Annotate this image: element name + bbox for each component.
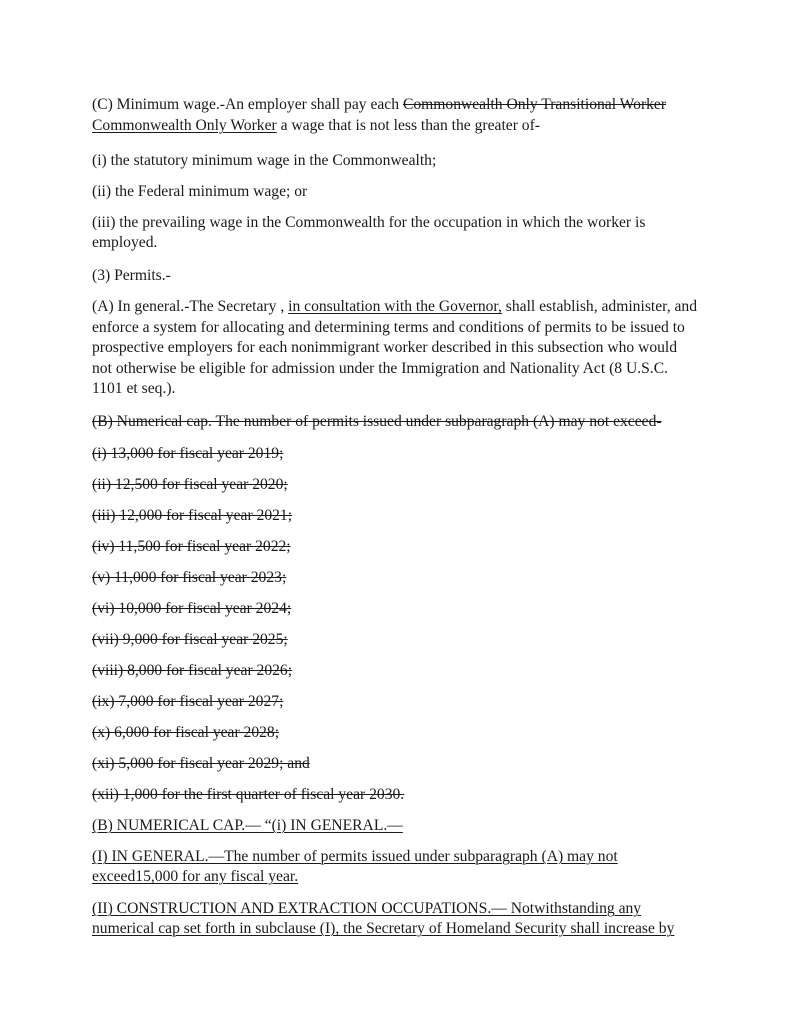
para-c-text: (C) Minimum wage.-An employer shall pay each [92, 96, 403, 113]
deleted-cap-item: (iii) 12,000 for fiscal year 2021; [92, 507, 293, 524]
list-item-c-i: (i) the statutory minimum wage in the Commonwealth; [92, 152, 437, 169]
deleted-cap-item: (x) 6,000 for fiscal year 2028; [92, 724, 280, 741]
para-a-line-5: 1101 et seq.). [92, 380, 176, 397]
list-item-c-iii-line-2: employed. [92, 234, 158, 251]
para-c-line-2 [92, 116, 540, 136]
deleted-cap-item: (ii) 12,500 for fiscal year 2020; [92, 476, 288, 493]
inserted-cap-sub-ii-line-2: numerical cap set forth in subclause (I), the Secretary of Homeland Security shall increase by [92, 920, 675, 937]
inserted-cap-sub-ii-line-1: (II) CONSTRUCTION AND EXTRACTION OCCUPATIONS.— Notwithstanding any [92, 900, 642, 917]
para-a-line-1 [92, 297, 697, 317]
deleted-cap-item: (iv) 11,500 for fiscal year 2022; [92, 538, 291, 555]
deleted-text: Commonwealth Only Transitional Worker [402, 96, 667, 113]
para-c-line-1 [92, 95, 666, 115]
deleted-cap-item: (i) 13,000 for fiscal year 2019; [92, 445, 284, 462]
list-item-c-iii-line-1: (iii) the prevailing wage in the Commonwealth for the occupation in which the worker is [92, 214, 646, 231]
para-a-text: (A) In general.-The Secretary , [92, 298, 289, 315]
inserted-cap-sub-i-line-2: exceed15,000 for any fiscal year. [92, 868, 299, 885]
list-item-c-ii: (ii) the Federal minimum wage; or [92, 183, 308, 200]
deleted-cap-item: (xi) 5,000 for fiscal year 2029; and [92, 755, 310, 772]
inserted-cap-sub-i-line-1: (I) IN GENERAL.—The number of permits issued under subparagraph (A) may not [92, 848, 618, 865]
para-a-line-4: not otherwise be eligible for admission under the Immigration and Nationality Act (8 U.S.C. [92, 360, 668, 377]
inserted-text: Commonwealth Only Worker [92, 117, 277, 134]
deleted-cap-heading: (B) Numerical cap. The number of permits issued under subparagraph (A) may not exceed- [92, 413, 662, 430]
inserted-cap-heading: (B) NUMERICAL CAP.— “(i) IN GENERAL.— [92, 817, 403, 834]
inserted-text: in consultation with the Governor, [288, 298, 502, 315]
section-heading-permits: (3) Permits.- [92, 267, 171, 284]
para-a-line-3: prospective employers for each nonimmigrant worker described in this subsection who would [92, 339, 678, 356]
deleted-cap-item: (xii) 1,000 for the first quarter of fiscal year 2030. [92, 786, 405, 803]
deleted-cap-item: (vi) 10,000 for fiscal year 2024; [92, 600, 292, 617]
para-a-line-2: enforce a system for allocating and determining terms and conditions of permits to be issued to [92, 319, 685, 336]
deleted-cap-item: (vii) 9,000 for fiscal year 2025; [92, 631, 288, 648]
deleted-cap-item: (v) 11,000 for fiscal year 2023; [92, 569, 287, 586]
para-a-text: shall establish, administer, and [501, 298, 698, 315]
deleted-cap-item: (ix) 7,000 for fiscal year 2027; [92, 693, 284, 710]
deleted-cap-item: (viii) 8,000 for fiscal year 2026; [92, 662, 293, 679]
para-c-text: a wage that is not less than the greater of- [276, 117, 540, 134]
